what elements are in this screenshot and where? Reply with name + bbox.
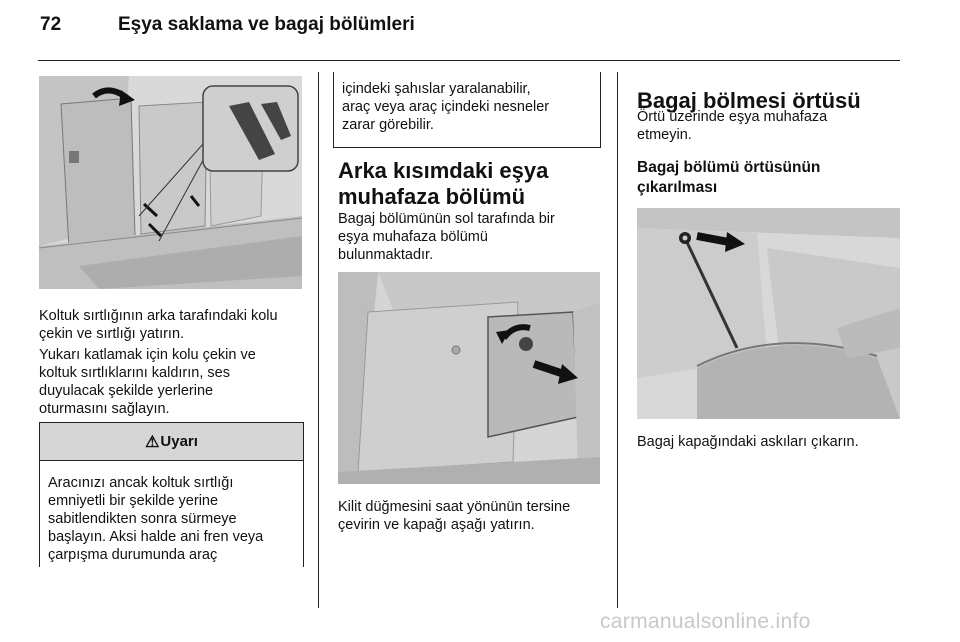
figure-storage-compartment — [338, 272, 600, 484]
warning-line: başlayın. Aksi halde ani fren veya — [48, 529, 264, 545]
warning-triangle-icon: ⚠ — [145, 433, 160, 451]
paragraph-line: Yukarı katlamak için kolu çekin ve — [39, 347, 256, 363]
heading-line: muhafaza bölümü — [338, 184, 526, 209]
warning-line: sabitlendikten sonra sürmeye — [48, 511, 237, 527]
subheading-line: Bagaj bölümü örtüsünün — [637, 159, 821, 176]
page-number: 72 — [40, 14, 62, 35]
tailgate-caption — [637, 433, 902, 451]
paragraph-line: Örtü üzerinde eşya muhafaza — [637, 109, 828, 125]
warning-text — [48, 474, 295, 564]
section-heading-storage — [338, 158, 608, 210]
page-title: Eşya saklama ve bagaj bölümleri — [118, 14, 415, 35]
watermark: carmanualsonline.info — [600, 610, 811, 633]
paragraph-line: bulunmaktadır. — [338, 247, 434, 263]
column-divider-2 — [617, 72, 618, 608]
caption-line: Koltuk sırtlığının arka tarafındaki kolu — [39, 308, 278, 324]
header-rule — [38, 60, 900, 61]
storage-caption — [338, 498, 613, 534]
warning-header — [40, 423, 303, 461]
fold-instruction — [39, 346, 309, 418]
subheading-line: çıkarılması — [637, 179, 718, 196]
subheading-cover-removal — [637, 158, 897, 198]
paragraph-line: eşya muhafaza bölümü — [338, 229, 488, 245]
warning-line: Aracınızı ancak koltuk sırtlığı — [48, 475, 234, 491]
heading-line: Bagaj bölmesi örtüsü — [637, 88, 861, 113]
warning-title: Uyarı — [160, 433, 198, 450]
warning-line: emniyetli bir şekilde yerine — [48, 493, 219, 509]
column-divider-1 — [318, 72, 319, 608]
paragraph-line: Bagaj bölümünün sol tarafında bir — [338, 211, 555, 227]
caption-line: Kilit düğmesini saat yönünün tersine — [338, 499, 571, 515]
caption-line: çevirin ve kapağı aşağı yatırın. — [338, 517, 535, 533]
warning-continued-text — [342, 80, 592, 134]
figure-seat-backrest — [39, 76, 302, 289]
warning-box — [39, 422, 304, 567]
paragraph-line: oturmasını sağlayın. — [39, 401, 170, 417]
warning-line: araç veya araç içindeki nesneler — [342, 99, 550, 115]
caption-line: Bagaj kapağındaki askıları çıkarın. — [637, 434, 859, 450]
seat-caption — [39, 307, 309, 343]
warning-box-continued — [333, 72, 601, 148]
warning-line: çarpışma durumunda araç — [48, 547, 218, 563]
paragraph-line: duyulacak şekilde yerlerine — [39, 383, 214, 399]
figure-tailgate-strap — [637, 208, 900, 419]
paragraph-line: etmeyin. — [637, 127, 692, 143]
storage-description — [338, 210, 608, 264]
warning-line: zarar görebilir. — [342, 117, 434, 133]
warning-line: içindeki şahıslar yaralanabilir, — [342, 81, 531, 97]
caption-line: çekin ve sırtlığı yatırın. — [39, 326, 185, 342]
paragraph-line: koltuk sırtlıklarını kaldırın, ses — [39, 365, 230, 381]
heading-line: Arka kısımdaki eşya — [338, 158, 549, 183]
cover-note — [637, 108, 897, 144]
